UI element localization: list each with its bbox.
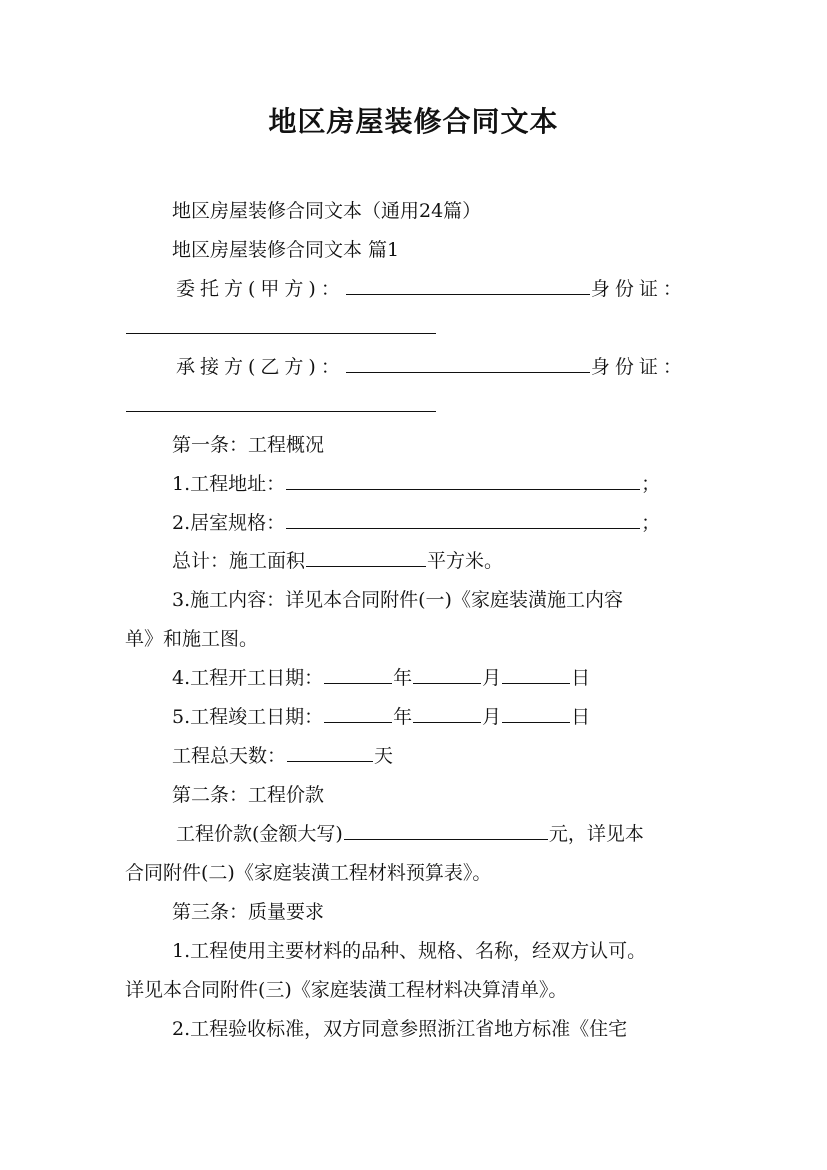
party-b-id-line (125, 393, 437, 419)
semicolon: ； (641, 473, 661, 495)
item-address-blank (286, 471, 640, 490)
item-content-line-2: 单》和施工图。 (125, 628, 259, 650)
article-2-title: 第二条：工程价款 (172, 784, 325, 806)
day-label: 日 (571, 667, 591, 689)
start-date-line (172, 665, 590, 691)
party-a-id-blank (126, 315, 436, 334)
item-room-line (172, 510, 660, 536)
item-address-label: 1.工程地址： (172, 473, 286, 495)
article-1-title: 第一条：工程概况 (172, 434, 325, 456)
party-a-line (176, 276, 687, 302)
party-a-label: 委托方(甲方)： (176, 278, 345, 300)
quality-item-2-line-1: 2.工程验收标准，双方同意参照浙江省地方标准《住宅 (172, 1018, 628, 1040)
party-b-id-blank (126, 393, 436, 412)
month-label: 月 (482, 667, 502, 689)
party-b-label: 承接方(乙方)： (176, 356, 345, 378)
area-blank (306, 548, 426, 567)
area-line (172, 548, 503, 574)
quality-item-1-line-2: 详见本合同附件(三)《家庭装潢工程材料决算清单》。 (125, 979, 568, 1001)
party-a-id-line (125, 315, 437, 341)
party-b-id-label: 身份证： (590, 356, 687, 378)
semicolon: ； (641, 512, 661, 534)
year-label: 年 (393, 706, 413, 728)
year-label: 年 (393, 667, 413, 689)
document-title: 地区房屋装修合同文本 (268, 105, 559, 138)
subtitle-line: 地区房屋装修合同文本（通用24篇） (172, 200, 482, 222)
end-month-blank (413, 704, 481, 723)
party-a-blank (346, 276, 590, 295)
total-days-line (172, 743, 393, 769)
piece-heading: 地区房屋装修合同文本 篇1 (172, 239, 400, 261)
price-suffix: 元，详见本 (548, 823, 644, 845)
start-month-blank (413, 665, 481, 684)
price-prefix: 工程价款(金额大写) (176, 823, 343, 845)
article-3-title: 第三条：质量要求 (172, 901, 325, 923)
party-b-blank (346, 354, 590, 373)
end-date-line (172, 704, 590, 730)
quality-item-1-line-1: 1.工程使用主要材料的品种、规格、名称，经双方认可。 (172, 940, 647, 962)
item-address-line (172, 471, 660, 497)
start-date-label: 4.工程开工日期： (172, 667, 324, 689)
price-line-1 (176, 821, 644, 847)
price-line-2: 合同附件(二)《家庭装潢工程材料预算表》。 (125, 862, 492, 884)
start-day-blank (502, 665, 570, 684)
total-days-blank (287, 743, 373, 762)
month-label: 月 (482, 706, 502, 728)
item-room-label: 2.居室规格： (172, 512, 286, 534)
days-unit: 天 (374, 745, 394, 767)
area-suffix: 平方米。 (427, 550, 504, 572)
end-day-blank (502, 704, 570, 723)
area-prefix: 总计：施工面积 (172, 550, 306, 572)
price-blank (344, 821, 548, 840)
start-year-blank (324, 665, 392, 684)
item-room-blank (286, 510, 640, 529)
item-content-line-1: 3.施工内容：详见本合同附件(一)《家庭装潢施工内容 (172, 589, 623, 611)
party-b-line (176, 354, 687, 380)
day-label: 日 (571, 706, 591, 728)
party-a-id-label: 身份证： (590, 278, 687, 300)
end-year-blank (324, 704, 392, 723)
end-date-label: 5.工程竣工日期： (172, 706, 324, 728)
total-days-label: 工程总天数： (172, 745, 287, 767)
